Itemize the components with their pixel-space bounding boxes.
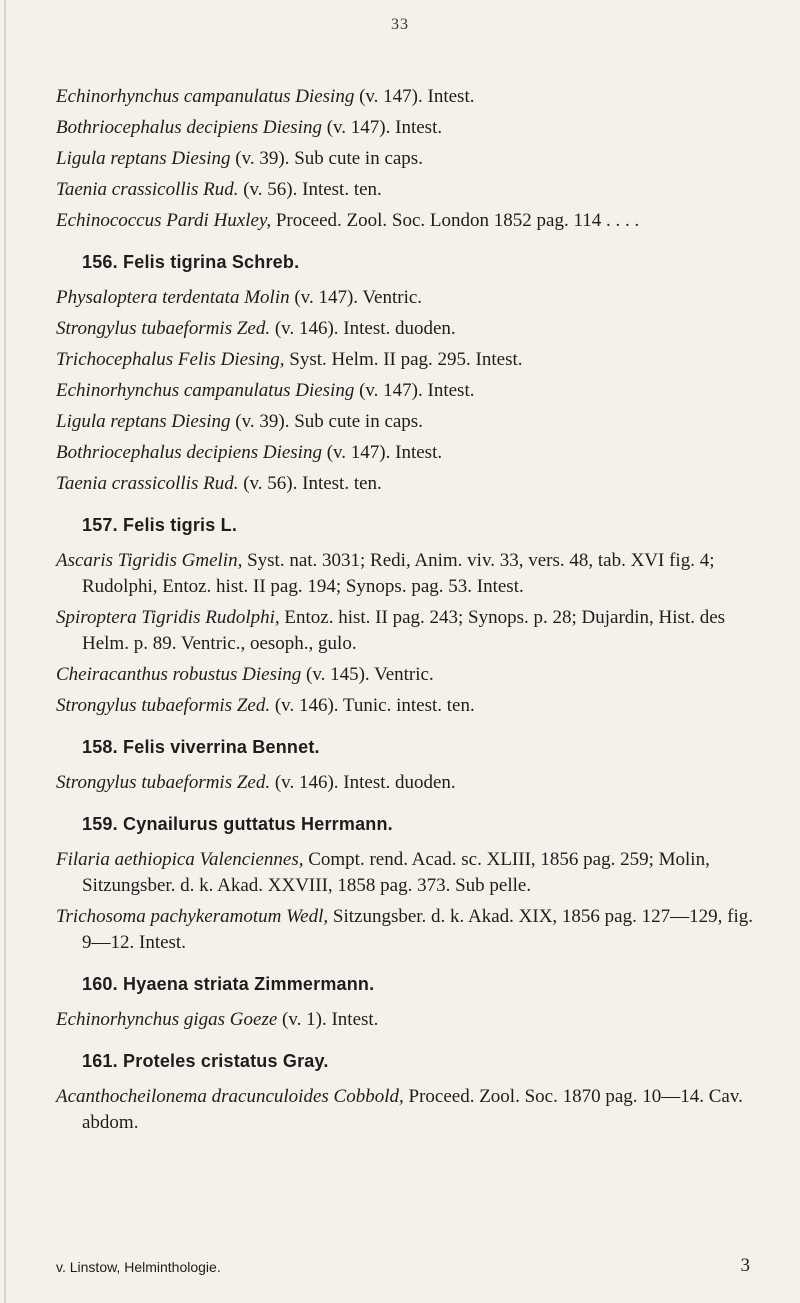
parasite-reference: (v. 56). Intest. ten. [243,179,382,200]
parasite-entry [56,693,756,719]
footer-author: v. Linstow, Helminthologie. [56,1259,221,1275]
host-species-heading: 156. Felis tigrina Schreb. [82,252,300,272]
parasite-taxon: Trichosoma pachykeramotum Wedl, [56,906,329,927]
parasite-reference: (v. 147). Intest. [326,442,443,463]
parasite-taxon: Echinorhynchus gigas Goeze [56,1009,278,1030]
parasite-taxon: Bothriocephalus decipiens Diesing [56,442,322,463]
parasite-reference: (v. 146). Intest. duoden. [274,772,456,793]
parasite-taxon: Echinococcus Pardi Huxley, [56,210,272,231]
parasite-entry [56,409,756,435]
page-footer [56,1255,756,1277]
host-species-heading: 160. Hyaena striata Zimmermann. [82,974,375,994]
parasite-reference: Syst. Helm. II pag. 295. Intest. [289,349,523,370]
host-species-heading: 161. Proteles cristatus Gray. [82,1051,329,1071]
parasite-entry [56,1007,756,1033]
parasite-taxon: Strongylus tubaeformis Zed. [56,772,271,793]
parasite-taxon: Acanthocheilonema dracunculoides Cobbold, [56,1086,404,1107]
parasite-reference: (v. 1). Intest. [282,1009,379,1030]
parasite-taxon: Ascaris Tigridis Gmelin, [56,550,243,571]
parasite-reference: (v. 147). Intest. [359,380,475,401]
parasite-reference: Compt. rend. Acad. sc. XLIII, 1856 pag. 259; Molin, Sitzungsber. d. k. Akad. XXVIII, 1858 pag. 373. Sub pelle. [82,849,710,896]
parasite-entry [56,770,756,796]
parasite-entry [56,378,756,404]
parasite-taxon: Ligula reptans Diesing [56,148,231,169]
signature-mark: 3 [740,1255,750,1276]
parasite-taxon: Cheiracanthus robustus Diesing [56,664,302,685]
parasite-reference: Entoz. hist. II pag. 243; Synops. p. 28; Dujardin, Hist. des Helm. p. 89. Ventric., oesoph., gulo. [82,607,726,654]
parasite-reference: (v. 39). Sub cute in caps. [235,148,423,169]
page-number: 33 [391,16,409,33]
entries-body [56,84,756,1141]
parasite-entry [56,146,756,172]
parasite-entry [56,904,756,956]
host-species-heading: 158. Felis viverrina Bennet. [82,737,320,757]
parasite-reference: (v. 146). Intest. duoden. [274,318,456,339]
parasite-reference: (v. 145). Ventric. [306,664,434,685]
parasite-taxon: Filaria aethiopica Valenciennes, [56,849,304,870]
parasite-entry [56,208,756,234]
parasite-entry [56,285,756,311]
parasite-entry [56,548,756,600]
parasite-entry [56,115,756,141]
parasite-reference: Proceed. Zool. Soc. London 1852 pag. 114 . . . . [275,210,640,231]
parasite-entry [56,316,756,342]
parasite-taxon: Strongylus tubaeformis Zed. [56,318,271,339]
parasite-reference: (v. 147). Intest. [359,86,475,107]
parasite-reference: Sitzungsber. d. k. Akad. XIX, 1856 pag. 127—129, fig. 9—12. Intest. [82,906,753,953]
parasite-entry [56,347,756,373]
parasite-reference: Proceed. Zool. Soc. 1870 pag. 10—14. Cav. abdom. [82,1086,743,1133]
parasite-taxon: Strongylus tubaeformis Zed. [56,695,271,716]
parasite-entry [56,440,756,466]
parasite-reference: (v. 147). Intest. [326,117,443,138]
parasite-reference: Syst. nat. 3031; Redi, Anim. viv. 33, vers. 48, tab. XVI fig. 4; Rudolphi, Entoz. hist. II pag. 194; Synops. pag. 53. Intest. [82,550,715,597]
parasite-entry [56,662,756,688]
parasite-taxon: Spiroptera Tigridis Rudolphi, [56,607,280,628]
parasite-reference: (v. 39). Sub cute in caps. [235,411,423,432]
page-edge-shadow [4,0,6,1303]
parasite-taxon: Taenia crassicollis Rud. [56,473,239,494]
parasite-reference: (v. 147). Ventric. [294,287,423,308]
parasite-taxon: Ligula reptans Diesing [56,411,231,432]
parasite-taxon: Taenia crassicollis Rud. [56,179,239,200]
parasite-reference: (v. 56). Intest. ten. [243,473,382,494]
parasite-entry [56,1084,756,1136]
parasite-taxon: Physaloptera terdentata Molin [56,287,290,308]
host-species-heading: 159. Cynailurus guttatus Herrmann. [82,814,393,834]
parasite-reference: (v. 146). Tunic. intest. ten. [274,695,475,716]
parasite-taxon: Bothriocephalus decipiens Diesing [56,117,322,138]
parasite-taxon: Echinorhynchus campanulatus Diesing [56,86,355,107]
parasite-entry [56,471,756,497]
parasite-entry [56,177,756,203]
parasite-entry [56,84,756,110]
host-species-heading: 157. Felis tigris L. [82,515,238,535]
parasite-entry [56,605,756,657]
parasite-taxon: Trichocephalus Felis Diesing, [56,349,285,370]
parasite-entry [56,847,756,899]
parasite-taxon: Echinorhynchus campanulatus Diesing [56,380,355,401]
